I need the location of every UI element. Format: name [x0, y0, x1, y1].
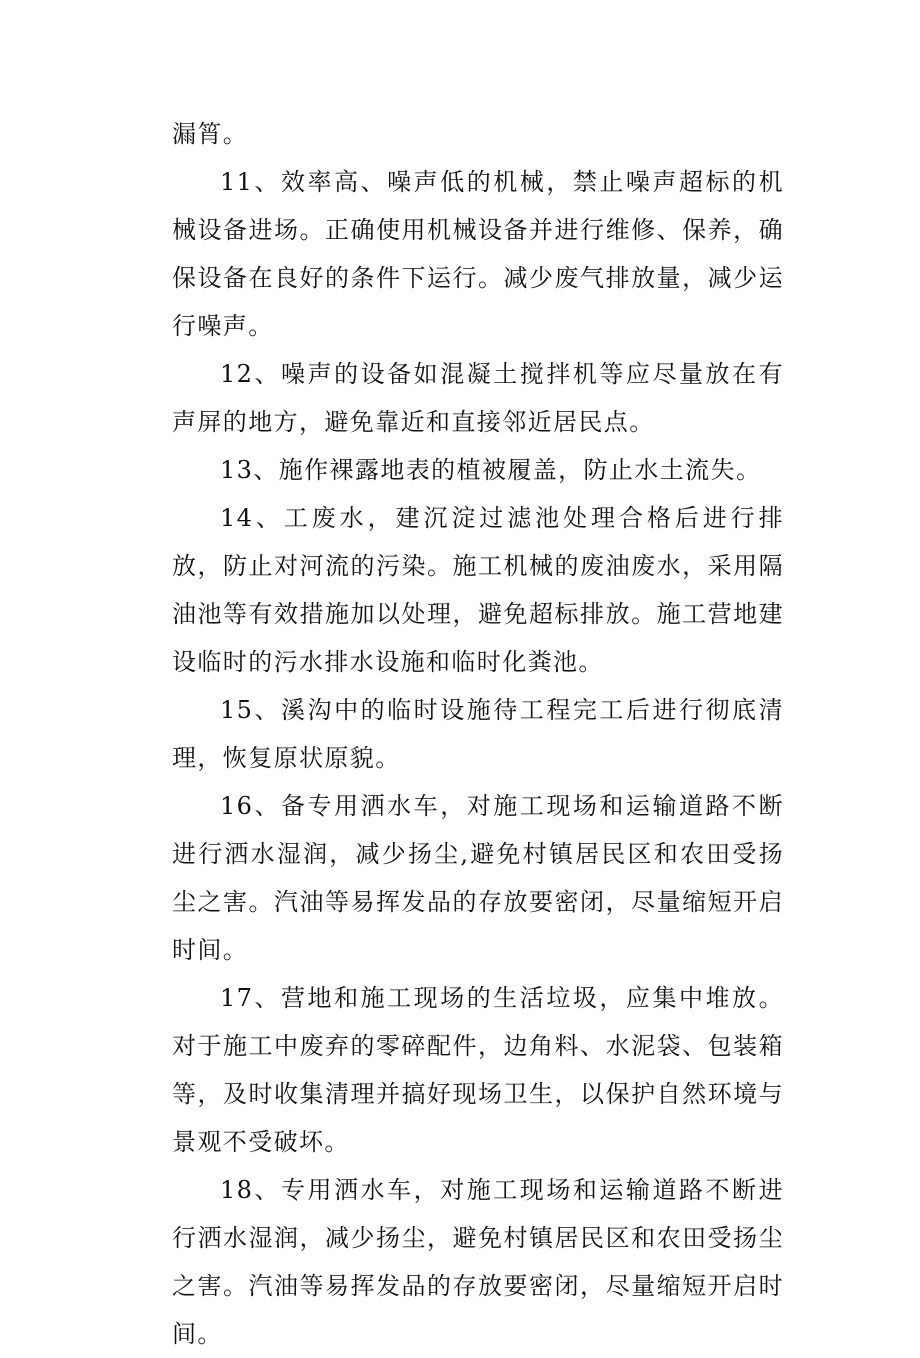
paragraph-item-16: 16、备专用洒水车，对施工现场和运输道路不断进行洒水湿润，减少扬尘,避免村镇居民区和农田受扬尘之害。汽油等易挥发品的存放要密闭，尽量缩短开启时间。: [172, 792, 784, 964]
paragraph-item-18: 18、专用洒水车，对施工现场和运输道路不断进行洒水湿润，减少扬尘，避免村镇居民区和农田受扬尘之害。汽油等易挥发品的存放要密闭，尽量缩短开启时间。: [172, 1176, 784, 1348]
paragraph-item-11: 11、效率高、噪声低的机械，禁止噪声超标的机械设备进场。正确使用机械设备并进行维修、保养，确保设备在良好的条件下运行。减少废气排放量，减少运行噪声。: [172, 168, 784, 340]
paragraph-continuation: 漏筲。: [172, 120, 249, 148]
paragraph-item-14: 14、工废水，建沉淀过滤池处理合格后进行排放，防止对河流的污染。施工机械的废油废水，采用隔油池等有效措施加以处理，避免超标排放。施工营地建设临时的污水排水设施和临时化粪池。: [172, 504, 784, 676]
paragraph-item-12: 12、噪声的设备如混凝土搅拌机等应尽量放在有声屏的地方，避免靠近和直接邻近居民点。: [172, 360, 784, 436]
paragraph-item-13: 13、施作裸露地表的植被履盖，防止水土流失。: [220, 456, 762, 484]
document-body: [172, 110, 784, 1358]
paragraph-item-17: 17、营地和施工现场的生活垃圾，应集中堆放。对于施工中废弃的零碎配件，边角料、水泥袋、包装箱等，及时收集清理并搞好现场卫生，以保护自然环境与景观不受破坏。: [172, 984, 784, 1156]
paragraph-item-15: 15、溪沟中的临时设施待工程完工后进行彻底清理，恢复原状原貌。: [172, 696, 784, 772]
